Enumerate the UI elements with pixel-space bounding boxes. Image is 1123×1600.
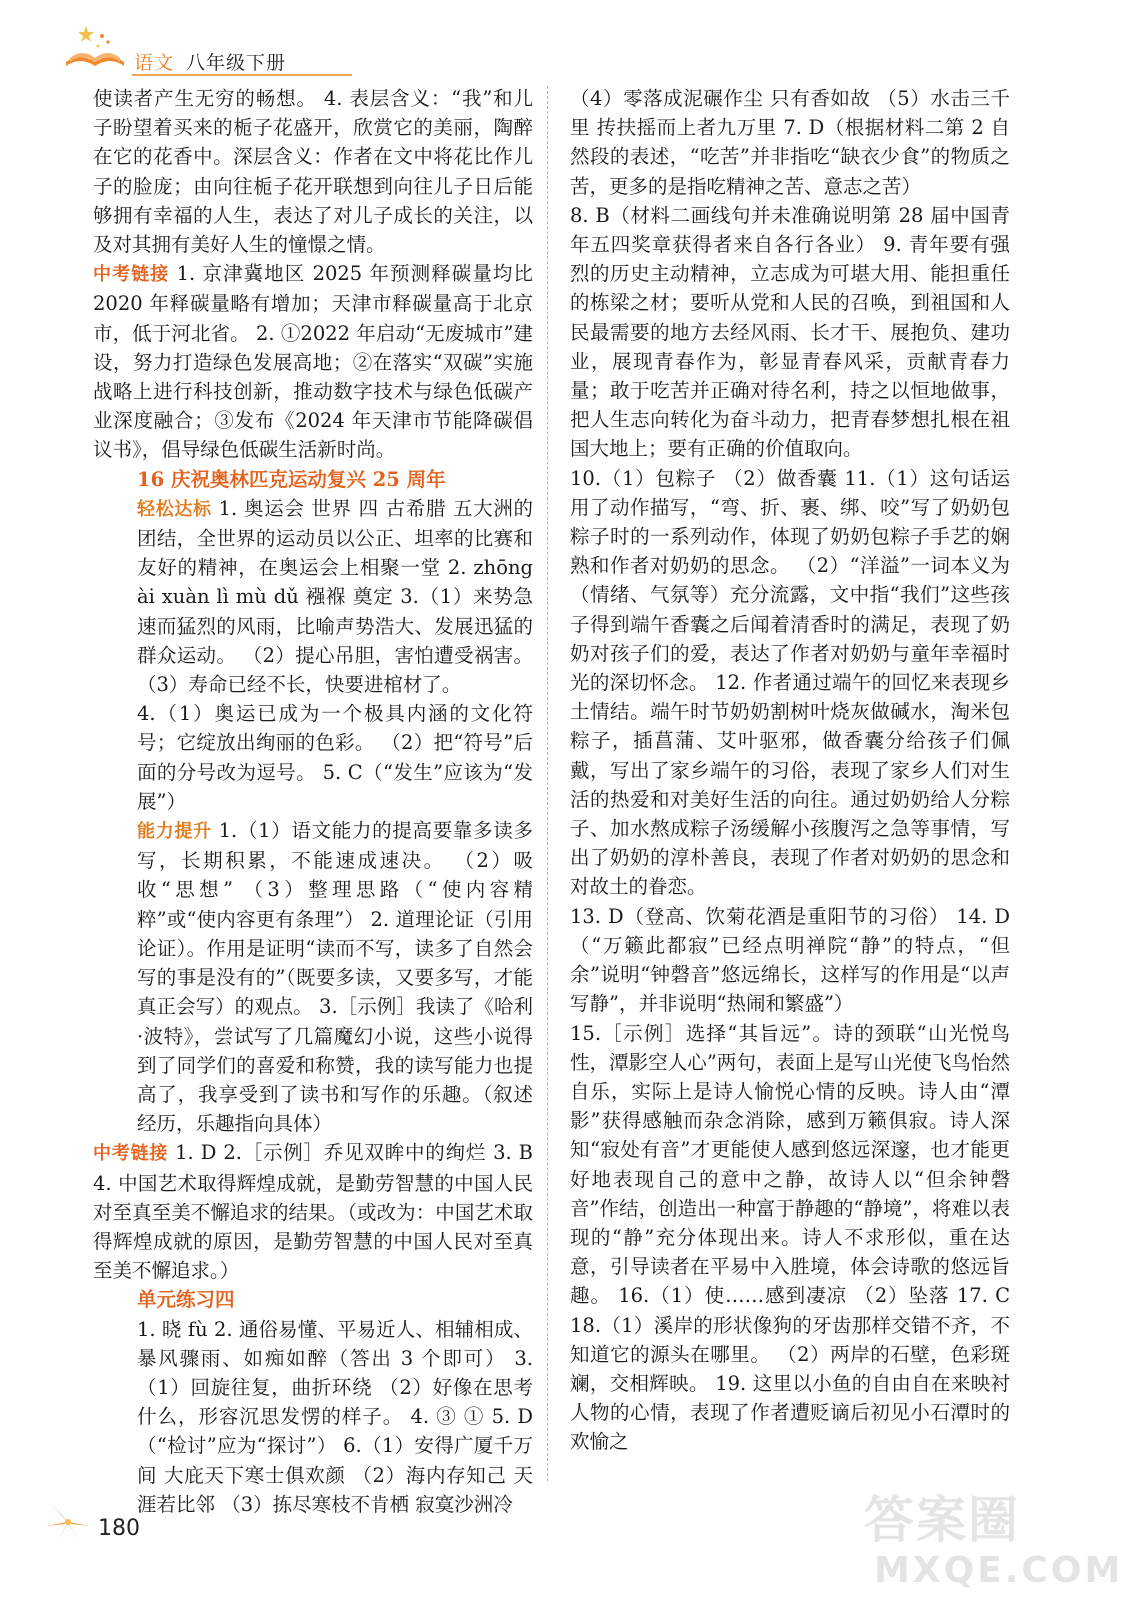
grade-label: 八年级下册: [186, 52, 287, 74]
answer-paragraph: （4）零落成泥碾作尘 只有香如故 （5）水击三千里 抟扶摇而上者九万里 7. D（根据材料二第 2 自然段的表述，“吃苦”并非指吃“缺衣少食”的物质之苦，更多的是指吃精神之苦、意志之苦）: [570, 87, 1010, 198]
zhongkao-link-block: [93, 259, 533, 464]
qingsong-block: [93, 494, 533, 699]
qingsong-label: 轻松达标: [137, 498, 212, 520]
page-footer: [40, 1492, 180, 1552]
answer-paragraph: 使读者产生无穷的畅想。 4. 表层含义：“我”和儿子盼望着买来的栀子花盛开，欣赏它的美丽，陶醉在它的花香中。深层含义：作者在文中将花比作儿子的脸庞；由向往栀子花开联想到向往儿子日后能够拥有幸福的人生，表达了对儿子成长的关注，以及对其拥有美好人生的憧憬之情。: [93, 87, 533, 257]
lesson-title: 16 庆祝奥林匹克运动复兴 25 周年: [137, 467, 446, 491]
zhongkao-label: 中考链接: [93, 264, 170, 286]
answer-paragraph: 4.（1）奥运已成为一个极具内涵的文化符号；它绽放出绚丽的色彩。 （2）把“符号”后面的分号改为逗号。 5. C（“发生”应该为“发展”）: [137, 702, 533, 813]
zhongkao-label: 中考链接: [93, 1143, 169, 1165]
subject-label: 语文: [134, 52, 175, 74]
open-book-icon: [62, 22, 128, 70]
watermark: [864, 1478, 1123, 1596]
answer-paragraph: 10.（1）包粽子 （2）做香囊 11.（1）这句话运用了动作描写，“弯、折、裹、绑、咬”写了奶奶包粽子时的一系列动作，体现了奶奶包粽子手艺的娴熟和作者对奶奶的思念。 （2）“洋溢”一词本义为（情绪、气氛等）充分流露，文中指“我们”这些孩子得到端午香囊之后闻着清香时的满足，表现了奶奶对孩子们的爱，表达了作者对奶奶与童年幸福时光的深切怀念。 12. 作者通过端午的回忆来表现乡土情结。端午时节奶奶割树叶烧灰做碱水，淘米包粽子，插菖蒲、艾叶驱邪，做香囊分给孩子们佩戴，写出了家乡端午的习俗，表现了家乡人们对生活的热爱和对美好生活的向往。通过奶奶给人分粽子、加水熬成粽子汤缓解小孩腹泻之急等事情，写出了奶奶的淳朴善良，表现了作者对奶奶的思念和对故土的眷恋。: [570, 466, 1010, 899]
zhongkao-link-block: [93, 1138, 533, 1285]
column-divider: [547, 86, 548, 1481]
header-rule: [132, 74, 352, 76]
answer-paragraph: 15.［示例］选择“其旨远”。诗的颈联“山光悦鸟性，潭影空人心”两句，表面上是写山光使飞鸟怡然自乐，实际上是诗人愉悦心情的反映。诗人由“潭影”获得感触而杂念消除，感到万籁俱寂。诗人深知“寂处有音”才更能使人感到悠远深邃，也才能更好地表现自己的意中之静，故诗人以“但余钟磬音”作结，创造出一种富于静趣的“静境”，将难以表现的“静”充分体现出来。诗人不求形似，重在达意，引导读者在平易中入胜境，体会诗歌的悠远旨趣。 16.（1）使……感到凄凉 （2）坠落 17. C 18.（1）溪岸的形状像狗的牙齿那样交错不齐，不知道它的源头在哪里。 （2）两岸的石壁，色彩斑斓，交相辉映。 19. 这里以小鱼的自由自在来映衬人物的心情，表现了作者遭贬谪后初见小石潭时的欢愉之: [570, 1021, 1010, 1454]
watermark-logo-text: 答案圈: [864, 1491, 1020, 1549]
answer-paragraph: 8. B（材料二画线句并未准确说明第 28 届中国青年五四奖章获得者来自各行各业） 9. 青年要有强烈的历史主动精神，立志成为可堪大用、能担重任的栋梁之材；要听从党和人民的召唤，到祖国和人民最需要的地方去经风雨、长才干、展抱负、建功业，展现青春作为，彰显青春风采，贡献青春力量；敢于吃苦并正确对待名利，持之以恒地做事，把人生志向转化为奋斗动力，把青春梦想扎根在祖国大地上；要有正确的价值取向。: [570, 203, 1010, 461]
answer-paragraph: 1. 晓 fù 2. 通俗易懂、平易近人、相辅相成、暴风骤雨、如痴如醉（答出 3 个即可） 3.（1）回旋往复，曲折环绕 （2）好像在思考什么，形容沉思发愣的样子。 4. ③ ① 5. D（“检讨”应为“探讨”） 6.（1）安得广厦千万间 大庇天下寒士俱欢颜 （2）海内存知己 天涯若比邻 （3）拣尽寒枝不肯栖 寂寞沙洲冷: [137, 1317, 533, 1516]
nengli-label: 能力提升: [137, 821, 212, 843]
zhongkao-text: 1. D 2.［示例］乔见双眸中的绚烂 3. B 4. 中国艺术取得辉煌成就，是勤劳智慧的中国人民对至真至美不懈追求的结果。（或改为：中国艺术取得辉煌成就的原因，是勤劳智慧的中国人民对至真至美不懈追求。）: [93, 1141, 534, 1283]
flower-icon: [40, 1496, 96, 1548]
left-column: [93, 84, 533, 1519]
nengli-block: [93, 816, 533, 1138]
watermark-url: MXQE.COM: [874, 1550, 1123, 1591]
unit-title: 单元练习四: [137, 1288, 235, 1312]
zhongkao-text: 1. 京津冀地区 2025 年预测释碳量均比 2020 年释碳量略有增加；天津市释碳量高于北京市，低于河北省。 2. ①2022 年启动“无废城市”建设，努力打造绿色发展高地；②在落实“双碳”实施战略上进行科技创新，推动数字技术与绿色低碳产业深度融合；③发布《2024 年天津市节能降碳倡议书》，倡导绿色低碳生活新时尚。: [93, 262, 533, 462]
nengli-text: 1.（1）语文能力的提高要靠多读多写，长期积累，不能速成速决。 （2）吸收“思想” （3）整理思路（“使内容精粹”或“使内容更有条理”） 2. 道理论证（引用论证）。作用是证明“读而不写，读多了自然会写的事是没有的”（既要多读，又要多写，才能真正会写）的观点。 3.［示例］我读了《哈利·波特》，尝试写了几篇魔幻小说，这些小说得到了同学们的喜爱和称赞，我的读写能力也提高了，我享受到了读书和写作的乐趣。（叙述经历，乐趣指向具体）: [137, 819, 534, 1136]
answer-paragraph: 13. D（登高、饮菊花酒是重阳节的习俗） 14. D（“万籁此都寂”已经点明禅院“静”的特点，“但余”说明“钟磬音”悠远绵长，这样写的作用是“以声写静”，并非说明“热闹和繁盛”）: [570, 904, 1010, 1016]
right-column: [570, 84, 1010, 1457]
page-number: 180: [98, 1516, 140, 1541]
qingsong-text: 1. 奥运会 世界 四 古希腊 五大洲的团结，全世界的运动员以公正、坦率的比赛和友好的精神，在奥运会上相聚一堂 2. zhōng ài xuàn lì mù dǔ 襁褓 奠定 3.（1）来势急速而猛烈的风雨，比喻声势浩大、发展迅猛的群众运动。 （2）提心吊胆，害怕遭受祸害。 （3）寿命已经不长，快要进棺材了。: [137, 496, 534, 697]
page-header: [62, 14, 312, 74]
